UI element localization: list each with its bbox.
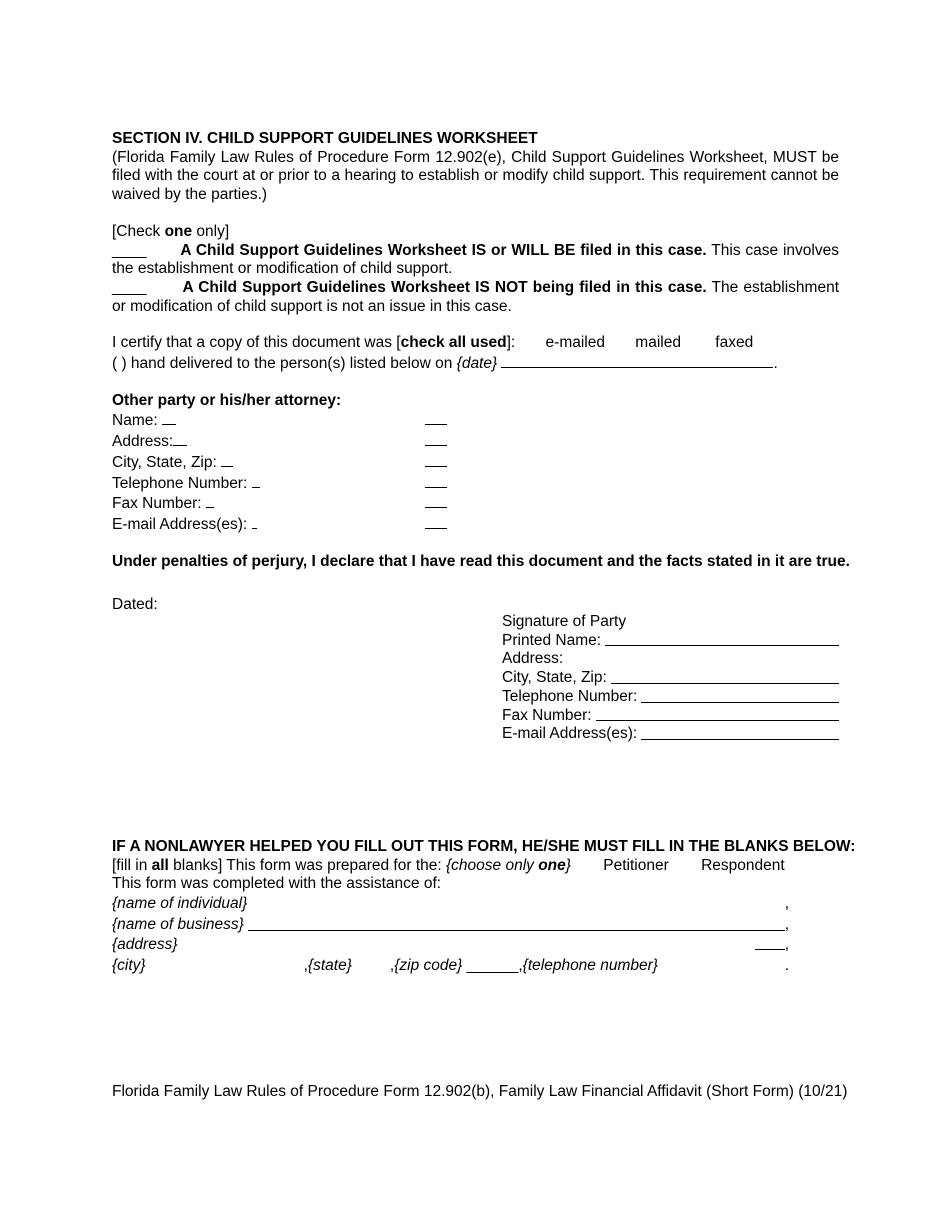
printed-name-field[interactable]: Printed Name:	[502, 632, 839, 651]
zip-label: {zip code}	[394, 956, 463, 974]
other-party-city: City, State, Zip:	[112, 452, 839, 473]
zip-blank[interactable]: ______	[466, 956, 519, 974]
signature-block	[502, 613, 839, 744]
address-label: Address:	[502, 650, 564, 668]
nonlawyer-address-field[interactable]: {address} ,	[112, 936, 789, 954]
other-party-name: Name:	[112, 410, 839, 431]
faxed-option[interactable]: faxed	[715, 334, 754, 352]
other-party-telephone: Telephone Number:	[112, 473, 839, 494]
petitioner-option[interactable]: Petitioner	[603, 856, 669, 874]
dated-label: Dated:	[112, 596, 158, 613]
other-party-fields	[112, 410, 839, 534]
footer: Florida Family Law Rules of Procedure Form 12.902(b), Family Law Financial Affidavit (Short Form) (10/21)	[112, 1083, 848, 1100]
hand-delivered-option[interactable]: ( ) hand delivered to the person(s) listed below on	[112, 355, 457, 373]
perjury-declaration: Under penalties of perjury, I declare that I have read this document and the facts stated in it are true.	[112, 552, 850, 570]
other-party-heading: Other party or his/her attorney:	[112, 391, 342, 409]
worksheet-filed-option[interactable]: ____ A Child Support Guidelines Worksheet IS or WILL BE filed in this case. This case involves the establishment or modification of child support.	[112, 241, 839, 278]
assisted-by-line: This form was completed with the assistance of:	[112, 875, 442, 893]
checkbox-blank[interactable]: ____	[112, 278, 147, 296]
other-party-email: E-mail Address(es):	[112, 514, 839, 535]
date-field[interactable]	[501, 353, 773, 368]
telephone-label: {telephone number}	[522, 956, 658, 974]
emailed-option[interactable]: e-mailed	[545, 334, 605, 352]
section-heading: SECTION IV. CHILD SUPPORT GUIDELINES WORKSHEET	[112, 130, 538, 147]
right-blank-column	[425, 410, 447, 534]
city-state-zip-phone-line[interactable]: {city} , {state} , {zip code} ______ , {telephone number} .	[112, 956, 789, 977]
nonlawyer-section	[112, 838, 856, 976]
mailed-option[interactable]: mailed	[635, 334, 681, 352]
city-label: {city}	[112, 956, 146, 974]
document-page	[112, 130, 850, 571]
nonlawyer-heading: IF A NONLAWYER HELPED YOU FILL OUT THIS FORM, HE/SHE MUST FILL IN THE BLANKS BELOW:	[112, 838, 856, 855]
checkbox-blank[interactable]: ____	[112, 241, 147, 259]
signature-title: Signature of Party	[502, 613, 627, 630]
individual-name-field[interactable]: {name of individual} ,	[112, 895, 789, 913]
other-party-address: Address:	[112, 431, 839, 452]
fax-field[interactable]: Fax Number:	[502, 707, 839, 726]
respondent-option[interactable]: Respondent	[701, 856, 785, 874]
email-field[interactable]: E-mail Address(es):	[502, 725, 839, 744]
hand-delivered-line: ( ) hand delivered to the person(s) listed below on {date} .	[112, 355, 778, 373]
worksheet-not-filed-option[interactable]: ____ A Child Support Guidelines Worksheet IS NOT being filed in this case. The establishment or modification of child support is not an issue in this case.	[112, 278, 839, 315]
section-note: (Florida Family Law Rules of Procedure Form 12.902(e), Child Support Guidelines Worksheet, MUST be filed with the court at or prior to a hearing to establish or modify child support. This requirement cannot be waived by the parties.)	[112, 148, 839, 204]
check-one-instruction: [Check one only]	[112, 222, 230, 240]
other-party-fax: Fax Number:	[112, 493, 839, 514]
prepared-for-line: [fill in all blanks] This form was prepared for the: {choose only one} Petitioner Respondent	[112, 856, 785, 874]
business-name-field[interactable]: {name of business} ,	[112, 915, 789, 933]
certify-line: I certify that a copy of this document was [check all used]: e-mailed mailed faxed	[112, 334, 754, 352]
state-label: {state}	[307, 956, 352, 974]
city-state-zip-field[interactable]: City, State, Zip:	[502, 669, 839, 688]
telephone-field[interactable]: Telephone Number:	[502, 688, 839, 707]
